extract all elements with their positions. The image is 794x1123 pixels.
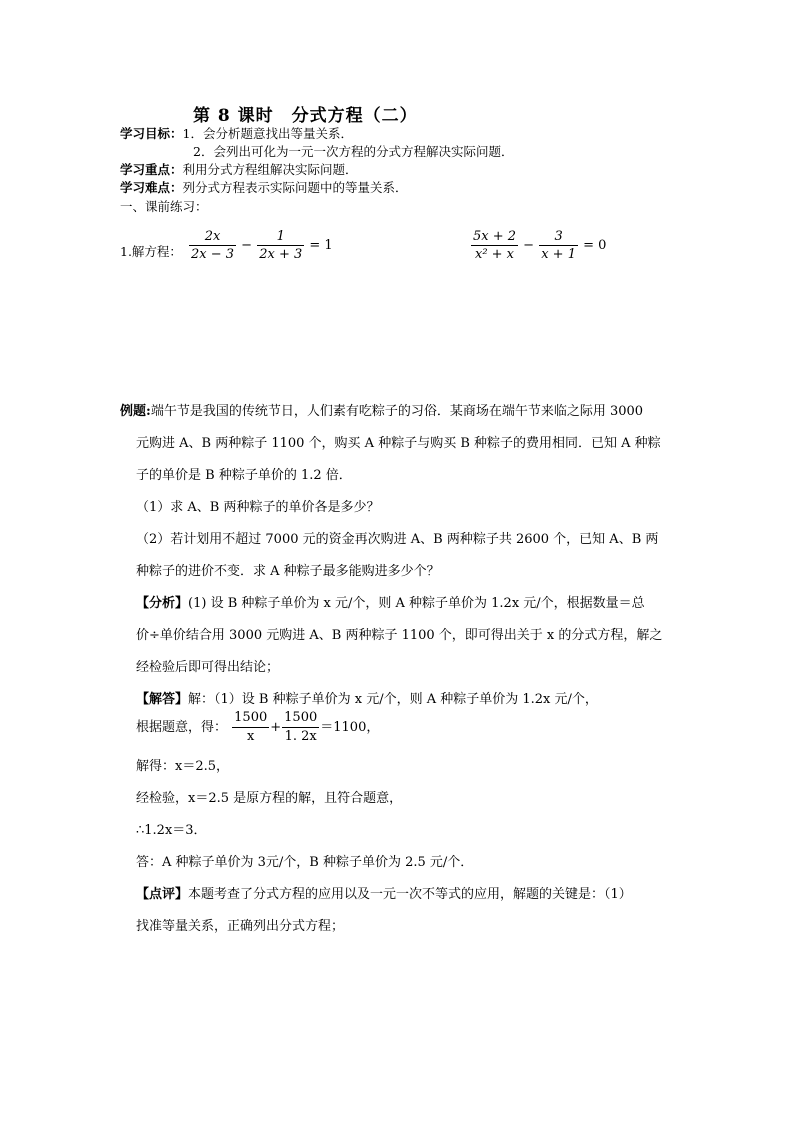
answer-fraction-2: $\frac{1500}{1. 2x}$ [284, 710, 318, 744]
question-2a: （2）若计划用不超过 7000 元的资金再次购进 A、B 两种粽子共 2600 个，已知 A、B 两 [136, 532, 659, 547]
comment-label: 【点评】 [136, 887, 189, 902]
eq1-fraction-1: $\frac{2x}{2x - 3}$ [191, 229, 235, 262]
analysis-line-1 [136, 590, 645, 618]
answer-text-3: 解得：x＝2.5， [136, 759, 230, 774]
eq2-fraction-2: $\frac{3}{x + 1}$ [541, 229, 576, 262]
answer-text-2: 根据题意，得： [136, 720, 228, 735]
analysis-text-2: 价÷单价结合用 3000 元购进 A、B 两种粽子 1100 个，即可得出关于 x 的分式方程，解之 [136, 628, 663, 643]
example-line-1 [120, 398, 643, 426]
objective-diff-line [120, 180, 408, 196]
goal-label: 学习目标： [120, 126, 183, 141]
goal-1: 1．会分析题意找出等量关系． [182, 126, 353, 141]
example-label: 例题: [120, 404, 151, 419]
comment-text-1: 本题考查了分式方程的应用以及一元一次不等式的应用，解题的关键是：（1） [188, 887, 632, 902]
equation-2 [470, 229, 606, 262]
eq1-fraction-2: $\frac{1}{2x + 3}$ [259, 229, 303, 262]
equation-1 [188, 229, 333, 262]
comment-line-1 [136, 881, 632, 909]
eq2-rhs: = 0 [583, 238, 607, 253]
key-text: 利用分式方程组解决实际问题． [182, 162, 358, 177]
eq2-operator: − [523, 238, 535, 253]
objective-key-line [120, 162, 358, 178]
diff-text: 列分式方程表示实际问题中的等量关系． [182, 180, 408, 195]
example-text-2: 元购进 A、B 两种粽子 1100 个，购买 A 种粽子与购买 B 种粽子的费用相同．已知 A 种粽 [136, 436, 661, 451]
eq1-rhs: = 1 [309, 238, 333, 253]
answer-text-5: ∴1.2x＝3． [136, 823, 207, 838]
answer-operator: + [270, 720, 282, 735]
example-text-1: 端午节是我国的传统节日，人们素有吃粽子的习俗．某商场在端午节来临之际用 3000 [150, 404, 644, 419]
answer-text-4: 经检验，x＝2.5 是原方程的解，且符合题意， [136, 791, 403, 806]
analysis-text-1: (1) 设 B 种粽子单价为 x 元/个，则 A 种粽子单价为 1.2x 元/个，根据数量＝总 [188, 596, 645, 611]
eq1-operator: − [241, 238, 253, 253]
answer-text-6: 答：A 种粽子单价为 3元/个，B 种粽子单价为 2.5 元/个． [136, 855, 474, 870]
answer-label: 【解答】 [136, 692, 189, 707]
diff-label: 学习难点： [120, 180, 183, 195]
section-heading: 一、课前练习： [120, 199, 208, 214]
analysis-label: 【分析】 [136, 596, 189, 611]
goal-2: 2．会列出可化为一元一次方程的分式方程解决实际问题． [193, 144, 514, 159]
objective-goal-line-1 [120, 126, 353, 142]
page-title: 第 8 课时 分式方程（二） [193, 106, 418, 126]
eq2-fraction-1: $\frac{5x + 2}{\text{x² + x}}$ [473, 229, 517, 262]
key-label: 学习重点： [120, 162, 183, 177]
comment-text-2: 找准等量关系，正确列出分式方程； [136, 919, 345, 934]
answer-line-2 [136, 710, 379, 745]
exercise-label: 1.解方程： [120, 244, 182, 259]
answer-fraction-1: $\frac{1500}{x}$ [234, 710, 268, 744]
question-1: （1）求 A、B 两种粽子的单价各是多少？ [136, 500, 380, 515]
example-text-3: 子的单价是 B 种粽子单价的 1.2 倍． [136, 468, 352, 483]
analysis-text-3: 经检验后即可得出结论； [136, 660, 280, 675]
answer-text-1: 解：（1）设 B 种粽子单价为 x 元/个，则 A 种粽子单价为 1.2x 元/个， [188, 692, 598, 707]
question-2b: 种粽子的进价不变．求 A 种粽子最多能购进多少个？ [136, 564, 440, 579]
answer-equation-rhs: ＝1100， [320, 720, 380, 735]
